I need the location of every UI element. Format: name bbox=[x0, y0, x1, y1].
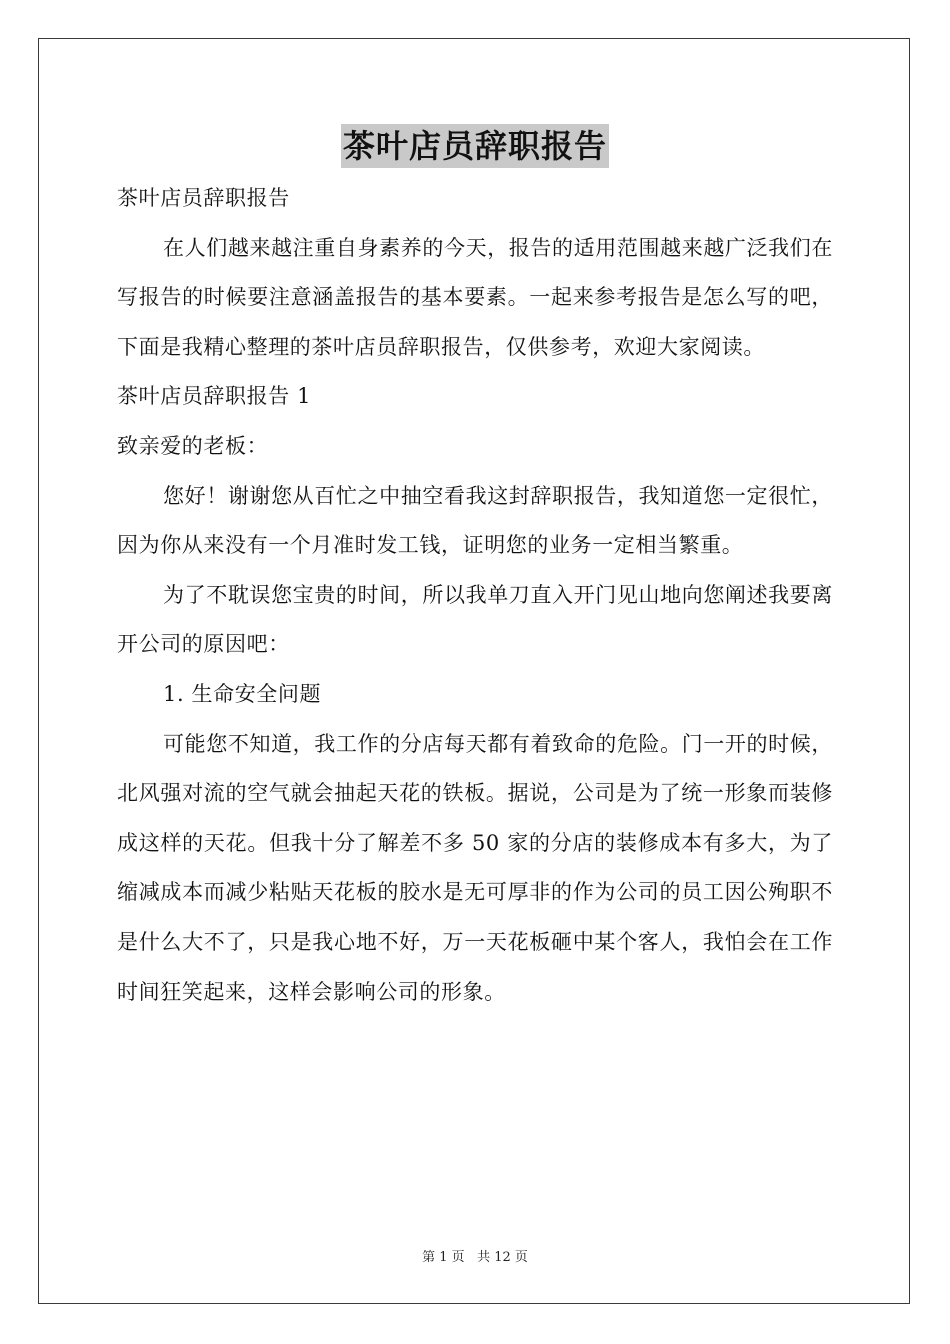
page-total: 共 12 页 bbox=[477, 1250, 528, 1265]
title-container bbox=[0, 124, 950, 168]
page-number: 第 1 页 bbox=[422, 1250, 465, 1265]
paragraph: 在人们越来越注重自身素养的今天，报告的适用范围越来越广泛我们在写报告的时候要注意涵盖报告的基本要素。一起来参考报告是怎么写的吧，下面是我精心整理的茶叶店员辞职报告，仅供参考，欢迎大家阅读。 bbox=[117, 235, 833, 359]
salutation: 致亲爱的老板： bbox=[117, 433, 269, 458]
document-body bbox=[117, 174, 833, 1017]
paragraph: 您好！谢谢您从百忙之中抽空看我这封辞职报告，我知道您一定很忙，因为你从来没有一个月准时发工钱，证明您的业务一定相当繁重。 bbox=[117, 483, 833, 558]
document-title: 茶叶店员辞职报告 bbox=[341, 124, 609, 168]
list-heading: 1. 生命安全问题 bbox=[163, 681, 322, 706]
paragraph: 为了不耽误您宝贵的时间，所以我单刀直入开门见山地向您阐述我要离开公司的原因吧： bbox=[117, 582, 833, 657]
section-heading: 茶叶店员辞职报告 1 bbox=[117, 384, 312, 409]
page-footer bbox=[0, 1246, 950, 1265]
paragraph: 茶叶店员辞职报告 bbox=[117, 186, 290, 210]
paragraph: 可能您不知道，我工作的分店每天都有着致命的危险。门一开的时候，北风强对流的空气就会抽起天花的铁板。据说，公司是为了统一形象而装修成这样的天花。但我十分了解差不多 50 家的分店的装修成本有多大，为了缩减成本而减少粘贴天花板的胶水是无可厚非的作为公司的员工因公殉职不是什么大不了，只是我心地不好，万一天花板砸中某个客人，我怕会在工作时间狂笑起来，这样会影响公司的形象。 bbox=[117, 731, 833, 1004]
